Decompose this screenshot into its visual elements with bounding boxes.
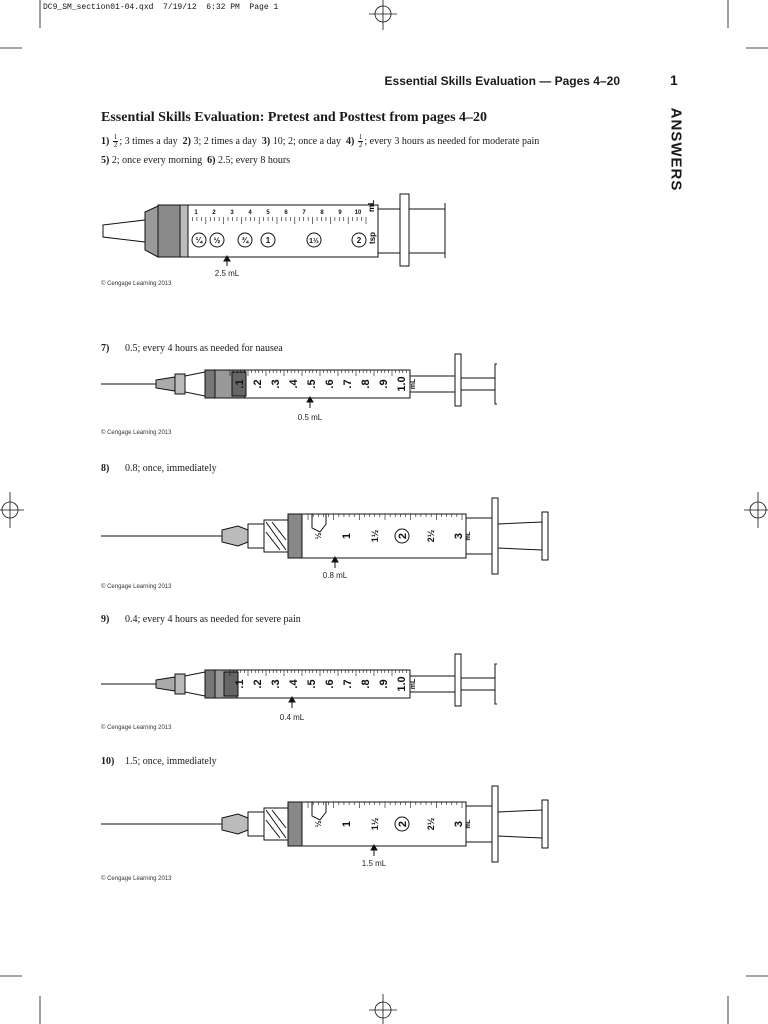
three-ml-unit: mL xyxy=(466,819,472,829)
oral-syringe-number: 8 xyxy=(320,210,324,216)
tuberculin-unit: mL xyxy=(410,378,417,390)
tuberculin-label: .9 xyxy=(378,379,390,389)
measurement-label: 0.4 mL xyxy=(279,713,305,722)
tuberculin-label: .7 xyxy=(342,379,354,389)
oral-syringe-number: 9 xyxy=(338,210,342,216)
fraction-one-half: $\frac{1}{2}$ xyxy=(113,133,118,149)
section-title: Essential Skills Evaluation: Pretest and Posttest from pages 4–20 xyxy=(101,110,488,125)
measurement-label: 0.5 mL xyxy=(297,413,323,422)
three-ml-unit: mL xyxy=(466,531,472,541)
measurement-arrow xyxy=(307,397,313,408)
three-ml-label: 3 xyxy=(453,532,465,540)
circled-label: ½ xyxy=(213,236,221,245)
tuberculin-label: .2 xyxy=(252,379,264,389)
answers-side-tab: ANSWERS xyxy=(667,107,685,192)
measurement-label: 0.8 mL xyxy=(322,571,348,580)
problem-9: 9) 0.4; every 4 hours as needed for severe pain xyxy=(101,614,301,625)
oral-syringe-number: 4 xyxy=(248,210,252,216)
three-ml-syringe-2 xyxy=(101,786,548,868)
problem-8: 8) 0.8; once, immediately xyxy=(101,463,217,474)
tuberculin-label: .5 xyxy=(306,379,318,389)
figure-9-credit: © Cengage Learning 2013 xyxy=(101,725,172,731)
tuberculin-label: .6 xyxy=(324,379,336,389)
measurement-label: 1.5 mL xyxy=(361,859,387,868)
three-ml-label: ½ xyxy=(314,820,323,828)
three-ml-label: 2 xyxy=(397,820,409,828)
page-number: 1 xyxy=(670,72,678,88)
tuberculin-label: .1 xyxy=(234,379,246,389)
oral-syringe-number: 3 xyxy=(230,210,234,216)
oral-syringe-unit: mL xyxy=(367,200,376,212)
oral-syringe-number: 10 xyxy=(354,210,362,216)
measurement-arrow xyxy=(371,845,377,856)
tsp-label: tsp xyxy=(368,232,377,244)
oral-syringe-number: 6 xyxy=(284,210,288,216)
oral-syringe-10ml xyxy=(103,194,445,266)
three-ml-label: 1 xyxy=(341,532,353,540)
tuberculin-label: .8 xyxy=(360,679,372,689)
tuberculin-label: .6 xyxy=(324,679,336,689)
three-ml-syringe-1 xyxy=(101,498,548,580)
tuberculin-label: 1.0 xyxy=(396,676,408,692)
tuberculin-unit: mL xyxy=(410,678,417,690)
three-ml-label: 1 xyxy=(341,820,353,828)
three-ml-label: 2½ xyxy=(426,817,436,831)
figure-6-credit: © Cengage Learning 2013 xyxy=(101,281,172,287)
tuberculin-label: .8 xyxy=(360,379,372,389)
tuberculin-label: .9 xyxy=(378,679,390,689)
fraction-one-half: $\frac{1}{2}$ xyxy=(358,133,363,149)
three-ml-label: 1½ xyxy=(370,817,380,831)
oral-syringe-number: 1 xyxy=(194,210,198,216)
figure-8-credit: © Cengage Learning 2013 xyxy=(101,584,172,590)
measurement-label: 2.5 mL xyxy=(214,269,240,278)
three-ml-label: 2½ xyxy=(426,529,436,543)
tuberculin-label: .3 xyxy=(270,379,282,389)
circled-label: 1½ xyxy=(309,238,319,245)
tuberculin-label: 1.0 xyxy=(396,376,408,392)
tuberculin-label: .1 xyxy=(234,679,246,689)
tuberculin-label: .7 xyxy=(342,679,354,689)
three-ml-label: 1½ xyxy=(370,529,380,543)
tuberculin-label: .4 xyxy=(288,379,300,389)
problem-10: 10) 1.5; once, immediately xyxy=(101,756,217,767)
tuberculin-label: .4 xyxy=(288,679,300,689)
three-ml-label: 3 xyxy=(453,820,465,828)
answers-line-1: 1) $\frac{1}{2}$ ; 3 times a day 2) 3; 2 times a day 3) 10; 2; once a day 4) $\frac{1}{2}$ ; every 3 hours as needed for moderate pain xyxy=(101,133,540,149)
circled-label: 1 xyxy=(265,236,271,245)
three-ml-label: 2 xyxy=(397,532,409,540)
tuberculin-label: .5 xyxy=(306,679,318,689)
measurement-arrow xyxy=(289,697,295,708)
circled-label: ¾ xyxy=(241,236,249,245)
answers-line-2: 5) 2; once every morning 6) 2.5; every 8 hours xyxy=(101,155,291,166)
figure-7-credit: © Cengage Learning 2013 xyxy=(101,430,172,436)
measurement-arrow xyxy=(332,557,338,568)
problem-7: 7) 0.5; every 4 hours as needed for nausea xyxy=(101,343,283,354)
tuberculin-syringe-2 xyxy=(101,654,497,722)
tuberculin-syringe-1 xyxy=(101,354,497,422)
circled-label: ¼ xyxy=(195,236,203,245)
circled-label: 2 xyxy=(356,236,362,245)
running-head: Essential Skills Evaluation — Pages 4–20 xyxy=(384,74,620,88)
figure-10-credit: © Cengage Learning 2013 xyxy=(101,876,172,882)
tuberculin-label: .2 xyxy=(252,679,264,689)
oral-syringe-number: 7 xyxy=(302,210,306,216)
oral-syringe-number: 2 xyxy=(212,210,216,216)
three-ml-label: ½ xyxy=(314,532,323,540)
file-slug: DC9_SM_section01-04.qxd 7/19/12 6:32 PM Page 1 xyxy=(43,3,279,12)
oral-syringe-number: 5 xyxy=(266,210,270,216)
tuberculin-label: .3 xyxy=(270,679,282,689)
